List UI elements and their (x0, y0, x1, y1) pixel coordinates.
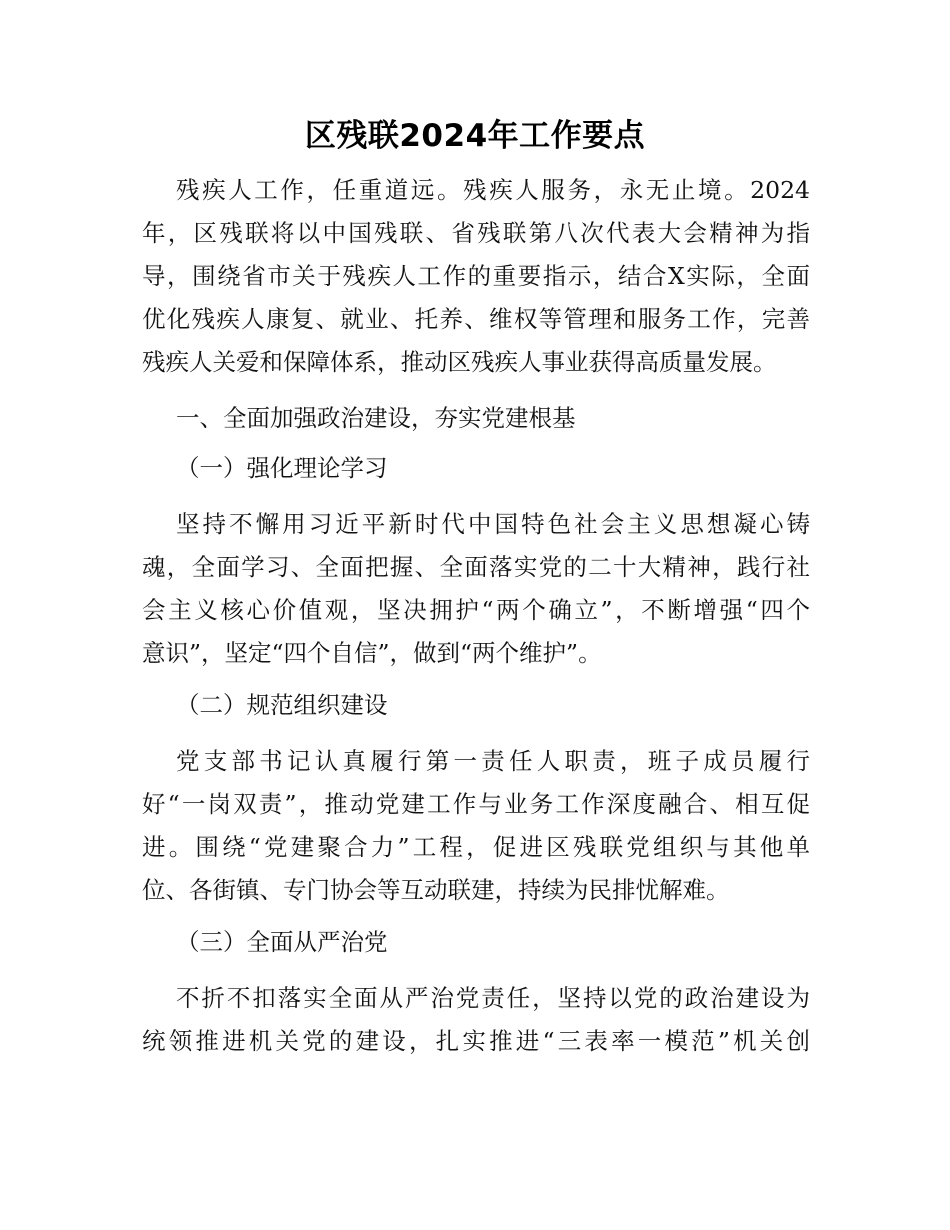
document-title: 区残联2024年工作要点 (304, 118, 646, 154)
paragraph-study-line-4: 意识”，坚定“四个自信”，做到“两个维护”。 (142, 639, 602, 667)
paragraph-organization-line-2: 好“一岗双责”，推动党建工作与业务工作深度融合、相互促 (142, 790, 810, 818)
paragraph-organization-line-1: 党支部书记认真履行第一责任人职责，班子成员履行 (176, 747, 810, 775)
subsection-heading-3: （三）全面从严治党 (176, 928, 388, 956)
paragraph-intro-line-3: 导，围绕省市关于残疾人工作的重要指示，结合X实际，全面 (142, 262, 810, 290)
paragraph-study-line-2: 魂，全面学习、全面把握、全面落实党的二十大精神，践行社 (142, 553, 810, 581)
paragraph-organization-line-3: 进。围绕“党建聚合力”工程，促进区残联党组织与其他单 (142, 833, 810, 861)
paragraph-intro-line-4: 优化残疾人康复、就业、托养、维权等管理和服务工作，完善 (142, 305, 810, 333)
paragraph-study-line-3: 会主义核心价值观，坚决拥护“两个确立”，不断增强“四个 (142, 596, 810, 624)
paragraph-study-line-1: 坚持不懈用习近平新时代中国特色社会主义思想凝心铸 (176, 510, 810, 538)
paragraph-intro-line-5: 残疾人关爱和保障体系，推动区残疾人事业获得高质量发展。 (142, 348, 777, 376)
paragraph-intro-line-2: 年，区残联将以中国残联、省残联第八次代表大会精神为指 (142, 219, 810, 247)
paragraph-organization-line-4: 位、各街镇、专门协会等互动联建，持续为民排忧解难。 (142, 876, 730, 904)
section-heading-1: 一、全面加强政治建设，夯实党建根基 (176, 404, 576, 432)
paragraph-party-line-2: 统领推进机关党的建设，扎实推进“三表率一模范”机关创 (142, 1027, 810, 1055)
paragraph-party-line-1: 不折不扣落实全面从严治党责任，坚持以党的政治建设为 (176, 984, 810, 1012)
subsection-heading-2: （二）规范组织建设 (176, 691, 388, 719)
subsection-heading-1: （一）强化理论学习 (176, 454, 388, 482)
paragraph-intro-line-1: 残疾人工作，任重道远。残疾人服务，永无止境。2024 (176, 176, 810, 204)
